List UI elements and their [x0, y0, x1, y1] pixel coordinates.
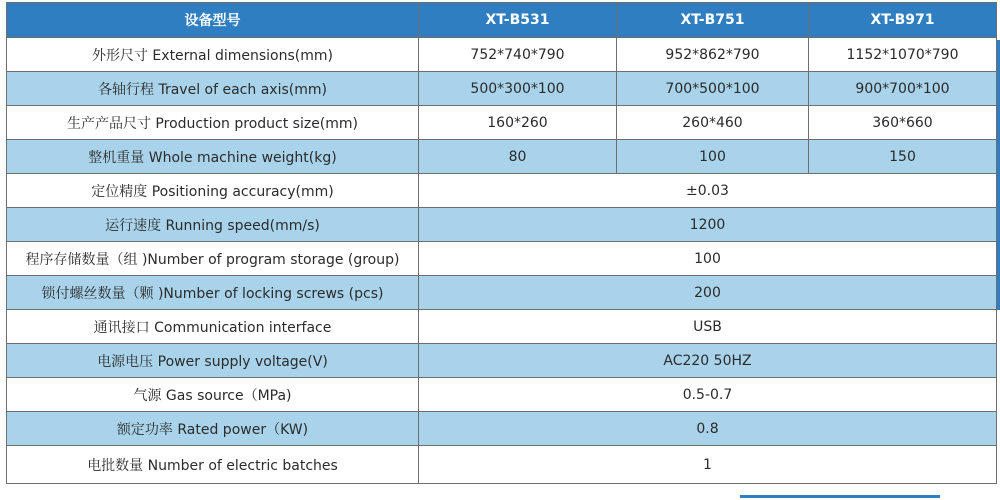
- row-value: 100: [617, 140, 809, 174]
- table-row: [7, 276, 997, 310]
- row-label: 程序存储数量（组 )Number of program storage (group): [7, 242, 419, 276]
- row-label: 定位精度 Positioning accuracy(mm): [7, 174, 419, 208]
- header-model-xt-b531: XT-B531: [419, 3, 617, 38]
- header-model-xt-b971: XT-B971: [809, 3, 997, 38]
- row-label: 额定功率 Rated power（KW): [7, 412, 419, 446]
- row-value: 700*500*100: [617, 72, 809, 106]
- row-label: 电源电压 Power supply voltage(V): [7, 344, 419, 378]
- row-label: 锁付螺丝数量（颗 )Number of locking screws (pcs): [7, 276, 419, 310]
- row-label: 气源 Gas source（MPa): [7, 378, 419, 412]
- row-value: 0.5-0.7: [419, 378, 997, 412]
- row-label: 各轴行程 Travel of each axis(mm): [7, 72, 419, 106]
- row-value: 100: [419, 242, 997, 276]
- table-row: [7, 174, 997, 208]
- table-row: [7, 378, 997, 412]
- row-value: 150: [809, 140, 997, 174]
- row-value: 200: [419, 276, 997, 310]
- table-row: [7, 106, 997, 140]
- table-header: [7, 3, 997, 38]
- row-value: 160*260: [419, 106, 617, 140]
- table-row: [7, 344, 997, 378]
- header-label-cell: 设备型号: [7, 3, 419, 38]
- row-value: 1152*1070*790: [809, 38, 997, 72]
- row-value: USB: [419, 310, 997, 344]
- row-label: 整机重量 Whole machine weight(kg): [7, 140, 419, 174]
- table-row: [7, 412, 997, 446]
- row-label: 通讯接口 Communication interface: [7, 310, 419, 344]
- row-value: 500*300*100: [419, 72, 617, 106]
- table-row: [7, 310, 997, 344]
- row-value: 1: [419, 446, 997, 484]
- row-value: 900*700*100: [809, 72, 997, 106]
- bottom-accent-bar: [740, 495, 940, 498]
- table-row: [7, 38, 997, 72]
- table-body: [7, 38, 997, 484]
- row-value: 260*460: [617, 106, 809, 140]
- row-label: 外形尺寸 External dimensions(mm): [7, 38, 419, 72]
- row-value: 360*660: [809, 106, 997, 140]
- row-label: 运行速度 Running speed(mm/s): [7, 208, 419, 242]
- row-value: 80: [419, 140, 617, 174]
- table-row: [7, 208, 997, 242]
- table-row: [7, 242, 997, 276]
- header-row: [7, 3, 997, 38]
- spec-table: [6, 2, 997, 484]
- table-row: [7, 72, 997, 106]
- table-row: [7, 140, 997, 174]
- row-value: 1200: [419, 208, 997, 242]
- row-value: AC220 50HZ: [419, 344, 997, 378]
- table-row: [7, 446, 997, 484]
- row-label: 生产产品尺寸 Production product size(mm): [7, 106, 419, 140]
- row-value: ±0.03: [419, 174, 997, 208]
- header-model-xt-b751: XT-B751: [617, 3, 809, 38]
- row-label: 电批数量 Number of electric batches: [7, 446, 419, 484]
- row-value: 752*740*790: [419, 38, 617, 72]
- row-value: 0.8: [419, 412, 997, 446]
- row-value: 952*862*790: [617, 38, 809, 72]
